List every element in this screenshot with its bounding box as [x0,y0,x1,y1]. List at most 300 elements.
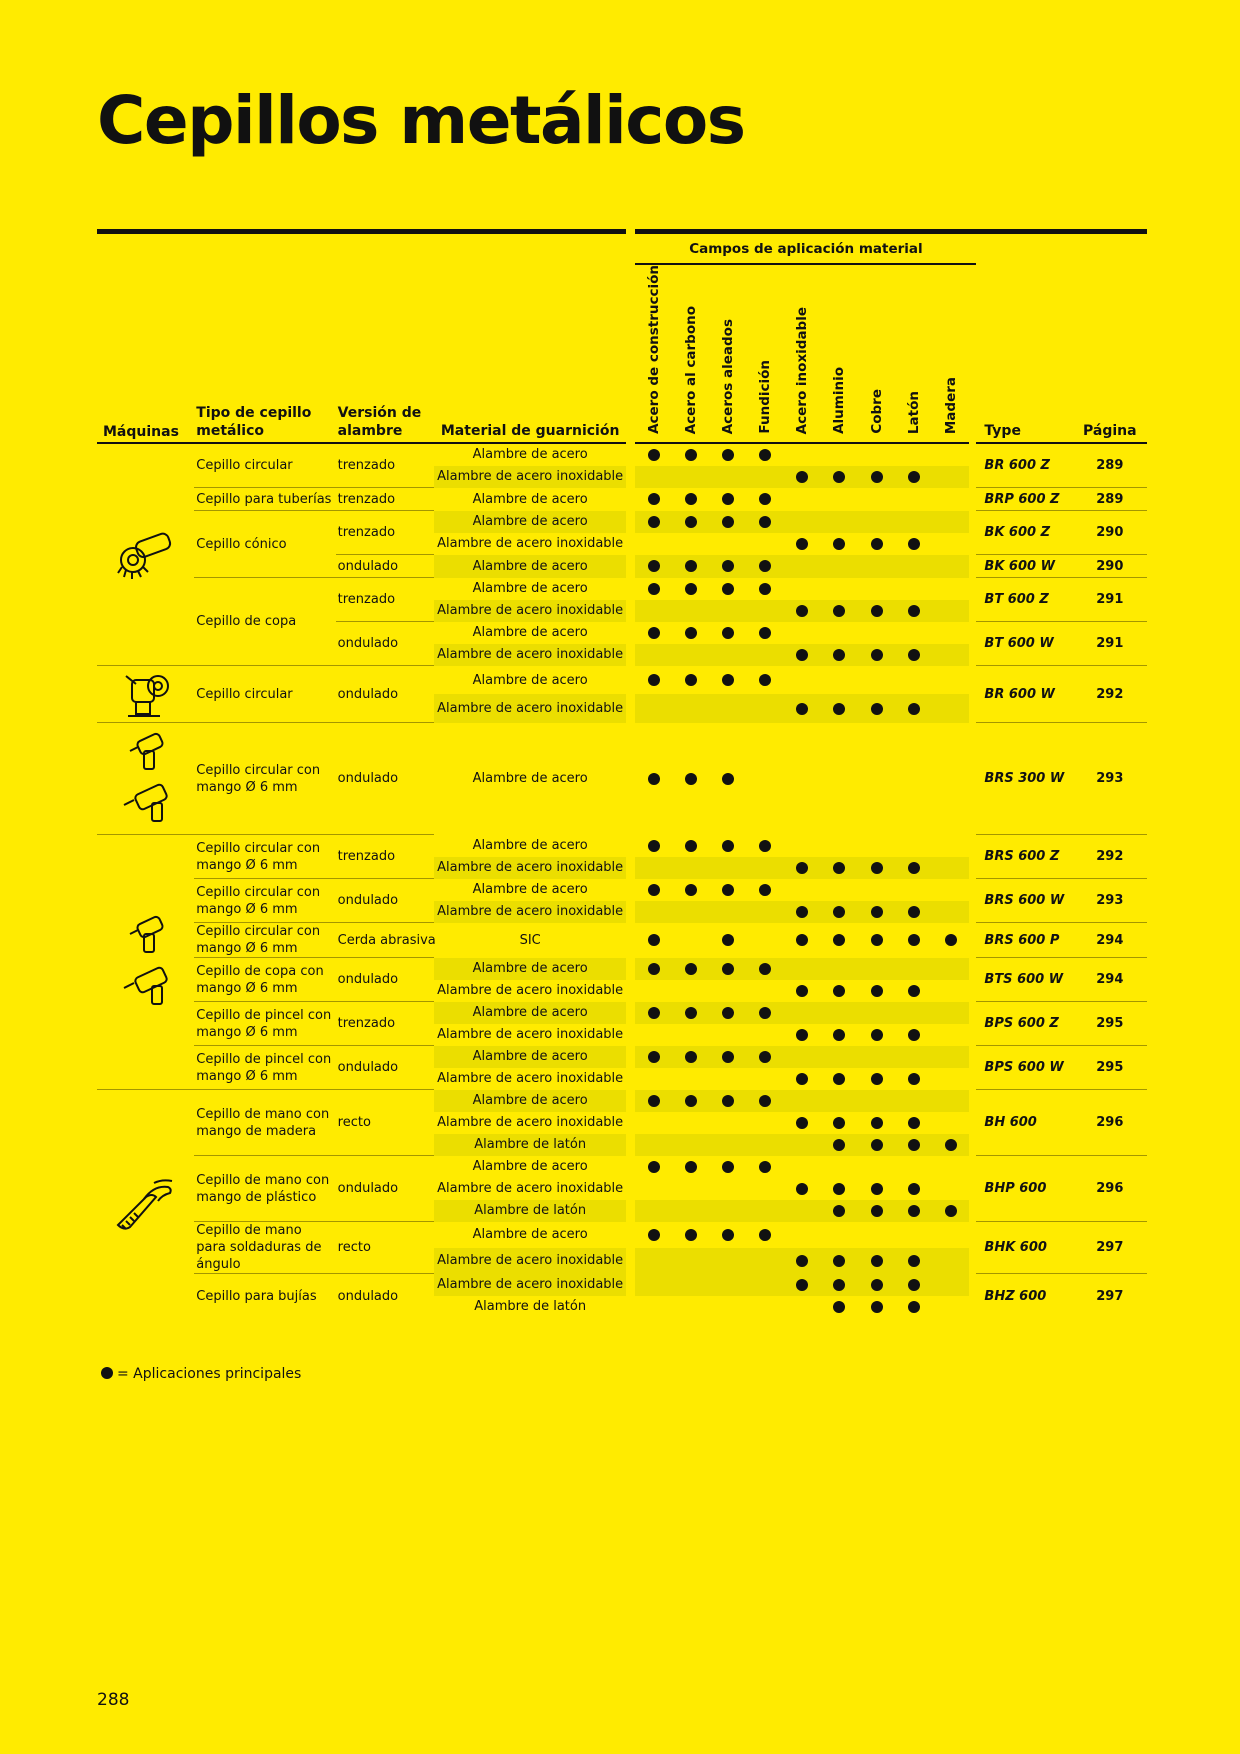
bullet-icon [908,1183,920,1195]
header-column-6 [821,264,858,443]
application-cell [673,1274,710,1296]
application-cell [673,723,710,835]
application-cell [635,723,672,835]
application-cell [932,622,969,644]
application-cell [895,1156,932,1178]
bullet-icon [908,1029,920,1041]
spacer-cell [969,901,976,923]
bullet-icon [722,1229,734,1241]
application-cell [821,622,858,644]
application-cell [895,466,932,488]
application-cell [635,901,672,923]
pagina-cell: 289 [1073,488,1147,511]
material-cell: Alambre de acero inoxidable [434,694,627,723]
pagina-cell: 297 [1073,1222,1147,1274]
application-cell [673,958,710,980]
application-cell [747,1134,784,1156]
application-cell [932,1090,969,1112]
bullet-icon [833,703,845,715]
type-cell: BT 600 Z [976,578,1072,622]
bench-grinder-icon [99,666,192,722]
table-row [97,511,1147,533]
application-cell [858,1222,895,1248]
bullet-icon [871,906,883,918]
spacer-cell [626,723,635,835]
application-cell [858,1002,895,1024]
material-cell: Alambre de acero [434,555,627,578]
bullet-icon [833,1183,845,1195]
application-cell [821,578,858,600]
application-cell [673,644,710,666]
application-cell [784,1134,821,1156]
application-cell [635,1200,672,1222]
application-cell [932,694,969,723]
application-cell [635,1002,672,1024]
application-cell [932,1178,969,1200]
application-cell [747,1046,784,1068]
application-cell [635,857,672,879]
spacer-cell [626,835,635,857]
header-column-9 [932,264,969,443]
application-cell [895,533,932,555]
application-cell [821,600,858,622]
type-cell: BTS 600 W [976,958,1072,1002]
table-row [97,958,1147,980]
bullet-icon [685,840,697,852]
application-cell [821,666,858,695]
application-cell [747,1090,784,1112]
spacer-cell [969,1112,976,1134]
legend-text: = Aplicaciones principales [117,1366,302,1382]
application-cell [635,443,672,466]
bullet-icon [759,840,771,852]
application-cell [747,1024,784,1046]
spacer-cell [969,1046,976,1068]
bullet-icon [908,985,920,997]
application-cell [895,1274,932,1296]
application-cell [932,1002,969,1024]
material-cell: Alambre de acero inoxidable [437,536,624,552]
application-cell [895,835,932,857]
application-cell [858,958,895,980]
application-cell [821,1156,858,1178]
tipo-cell: Cepillo de mano con mango de plástico [194,1156,335,1222]
type-cell: BRS 600 W [976,879,1072,923]
bullet-icon [908,1301,920,1313]
bullet-icon [685,560,697,572]
bullet-icon [685,583,697,595]
header-column-5 [784,264,821,443]
application-cell [858,835,895,857]
application-cell [710,1134,747,1156]
bullet-icon [833,1301,845,1313]
application-cell [784,1156,821,1178]
type-cell: BRS 600 P [976,923,1072,958]
bullet-icon [759,627,771,639]
spacer-cell [969,923,976,958]
bullet-icon [759,449,771,461]
bullet-icon [833,862,845,874]
application-cell [895,980,932,1002]
bullet-icon [648,493,660,505]
bullet-icon [759,1095,771,1107]
spacer-cell [626,1002,635,1024]
version-cell: trenzado [336,578,434,622]
material-cell: Alambre de acero inoxidable [434,644,627,666]
spacer-cell [626,443,635,466]
material-cell: Alambre de acero inoxidable [434,857,627,879]
application-cell [932,1134,969,1156]
material-cell: Alambre de acero [472,672,588,688]
bullet-icon [833,985,845,997]
application-cell [710,644,747,666]
spacer-cell [969,1178,976,1200]
material-cell: Alambre de acero [472,1159,588,1175]
application-cell [895,1046,932,1068]
application-cell [784,1248,821,1274]
application-cell [821,1274,858,1296]
material-cell: Alambre de latón [474,1299,587,1315]
version-cell: Cerda abrasiva [336,923,434,958]
application-cell [635,1046,672,1068]
application-cell [784,578,821,600]
application-cell [673,1002,710,1024]
bullet-icon [685,1007,697,1019]
application-cell [635,1178,672,1200]
application-cell [932,835,969,857]
table-row [97,879,1147,901]
bullet-icon [722,516,734,528]
spacer-cell [969,622,976,644]
application-cell [895,555,932,578]
bullet-icon [908,1205,920,1217]
bullet-icon [722,840,734,852]
application-cell [858,555,895,578]
material-cell: Alambre de acero inoxidable [434,901,627,923]
spacer-cell [969,980,976,1002]
spacer-cell [626,555,635,578]
spacer-cell [626,1274,635,1296]
header-maquinas: Máquinas [97,232,194,443]
bullet-icon [908,703,920,715]
application-cell [747,1178,784,1200]
application-cell [858,666,895,695]
bullet-icon [685,963,697,975]
bullet-icon [833,605,845,617]
bullet-icon [833,1205,845,1217]
bullet-icon [648,773,660,785]
bullet-icon [796,1279,808,1291]
application-cell [895,1090,932,1112]
bullet-icon [722,1007,734,1019]
spacer-cell [626,958,635,980]
type-cell: BRS 300 W [976,723,1072,835]
application-cell [635,533,672,555]
bullet-icon [759,560,771,572]
bullet-icon [759,1007,771,1019]
bullet-icon [722,773,734,785]
spacer-cell [969,1248,976,1274]
spacer-cell [969,857,976,879]
application-cell [784,443,821,466]
application-cell [821,1222,858,1248]
application-cell [635,980,672,1002]
application-cell [821,555,858,578]
tipo-cell: Cepillo de copa [194,578,335,666]
tipo-cell: Cepillo de pincel con mango Ø 6 mm [194,1046,335,1090]
application-cell [747,644,784,666]
table-row [97,1046,1147,1068]
application-cell [710,1248,747,1274]
application-cell [784,1024,821,1046]
material-cell: Alambre de latón [434,1134,627,1156]
table-row [97,1090,1147,1112]
application-cell [784,1002,821,1024]
application-cell [747,1296,784,1318]
application-cell [747,1156,784,1178]
application-cell [784,533,821,555]
bullet-icon [871,471,883,483]
version-cell: ondulado [336,723,434,835]
application-cell [747,1248,784,1274]
application-cell [784,694,821,723]
application-cell [673,1156,710,1178]
header-column-label: Latón [905,390,922,434]
angle-grinder-icon [99,529,192,581]
type-cell: BHZ 600 [976,1274,1072,1318]
application-cell [673,1222,710,1248]
application-cell [784,980,821,1002]
type-cell: BRP 600 Z [976,488,1072,511]
table-row [97,923,1147,958]
application-cell [858,1090,895,1112]
bullet-icon [833,1029,845,1041]
bullet-icon [796,906,808,918]
application-cell [673,879,710,901]
application-cell [784,1112,821,1134]
spacer-cell [626,578,635,600]
table-row [97,443,1147,466]
bullet-icon [796,862,808,874]
bullet-icon [722,963,734,975]
spacer-cell [969,694,976,723]
type-cell: BR 600 Z [984,458,1050,474]
spacer-cell [626,1200,635,1222]
application-cell [784,835,821,857]
application-cell [710,622,747,644]
spacer-cell [969,1024,976,1046]
tipo-cell: Cepillo circular [196,458,293,474]
page-number: 288 [97,1690,130,1710]
material-cell: Alambre de acero inoxidable [437,983,624,999]
application-cell [635,1112,672,1134]
application-cell [932,857,969,879]
application-cell [635,555,672,578]
bullet-icon [722,560,734,572]
application-cell [821,1296,858,1318]
legend [101,1366,301,1382]
application-cell [710,723,747,835]
pagina-cell: 294 [1073,923,1147,958]
application-cell [710,1090,747,1112]
machine-cell [97,443,194,666]
spacer-cell [969,488,976,511]
header-material: Material de guarnición [434,232,627,443]
application-cell [710,578,747,600]
application-cell [710,1024,747,1046]
bullet-icon [871,605,883,617]
bullet-icon [722,493,734,505]
application-cell [635,1248,672,1274]
legend-bullet-icon [101,1367,113,1379]
bullet-icon [833,906,845,918]
application-cell [784,1222,821,1248]
header-column-2 [673,264,710,443]
header-column-label: Cobre [868,389,885,434]
bullet-icon [796,1183,808,1195]
bullet-icon [648,449,660,461]
application-cell [784,666,821,695]
application-cell [932,958,969,980]
machine-cell [97,835,194,1090]
version-cell: ondulado [336,1046,434,1090]
application-cell [710,1296,747,1318]
spacer-cell [626,600,635,622]
spacer-cell [626,1222,635,1248]
application-cell [858,533,895,555]
application-cell [747,600,784,622]
application-cell [895,622,932,644]
tipo-cell: Cepillo de copa con mango Ø 6 mm [194,958,335,1002]
application-cell [784,879,821,901]
hand-brush-icon [99,1175,192,1233]
spacer-cell [626,488,635,511]
tipo-cell: Cepillo circular con mango Ø 6 mm [194,723,335,835]
application-cell [821,511,858,533]
type-cell: BR 600 W [976,666,1072,723]
application-cell [858,1024,895,1046]
pagina-cell: 292 [1073,835,1147,879]
application-cell [673,1134,710,1156]
application-cell [895,578,932,600]
tipo-cell: Cepillo circular con mango Ø 6 mm [194,879,335,923]
tipo-cell: Cepillo para tuberías [194,488,335,511]
spacer-cell [969,1068,976,1090]
spacer-cell [626,901,635,923]
application-cell [710,1046,747,1068]
bullet-icon [685,884,697,896]
application-cell [858,723,895,835]
application-cell [710,923,747,958]
application-cell [932,879,969,901]
application-cell [635,1090,672,1112]
application-cell [747,923,784,958]
application-cell [895,694,932,723]
material-cell: Alambre de acero [472,838,588,854]
header-column-label: Acero de construcción [645,265,662,434]
application-cell [747,723,784,835]
bullet-icon [648,1095,660,1107]
header-column-4 [747,264,784,443]
material-cell: Alambre de acero [434,1046,627,1068]
application-cell [673,857,710,879]
bullet-icon [759,493,771,505]
application-cell [784,857,821,879]
application-cell [747,578,784,600]
bullet-icon [722,1095,734,1107]
bullet-icon [759,1051,771,1063]
application-cell [747,666,784,695]
spacer-cell [969,443,976,466]
table-row [97,578,1147,600]
application-cell [858,488,895,511]
header-column-label: Acero inoxidable [794,306,811,434]
application-cell [673,1068,710,1090]
bullet-icon [871,1029,883,1041]
page-title: Cepillos metálicos [97,82,745,159]
header-column-8 [895,264,932,443]
bullet-icon [833,1139,845,1151]
header-type: Type [976,264,1072,443]
bullet-icon [833,471,845,483]
application-cell [747,958,784,980]
application-cell [673,1248,710,1274]
application-cell [858,923,895,958]
header-type-topbar [976,232,1072,265]
application-cell [747,1274,784,1296]
application-cell [747,835,784,857]
table-row [97,723,1147,835]
bullet-icon [796,649,808,661]
application-cell [784,644,821,666]
bullet-icon [871,538,883,550]
bullet-icon [685,493,697,505]
application-cell [895,1248,932,1274]
application-cell [635,835,672,857]
application-cell [635,958,672,980]
application-cell [635,1068,672,1090]
bullet-icon [908,934,920,946]
application-cell [710,1002,747,1024]
spacer-cell [626,980,635,1002]
application-cell [784,511,821,533]
application-cell [895,958,932,980]
spacer-cell [969,1090,976,1112]
application-cell [932,466,969,488]
application-cell [635,1222,672,1248]
bullet-icon [685,627,697,639]
header-pagina-topbar [1073,232,1147,265]
pagina-cell: 295 [1073,1046,1147,1090]
bullet-icon [722,1161,734,1173]
application-cell [821,901,858,923]
material-cell: Alambre de acero inoxidable [437,1071,624,1087]
application-cell [710,1178,747,1200]
application-cell [635,1156,672,1178]
spacer-cell [969,1296,976,1318]
application-cell [673,1112,710,1134]
application-cell [821,923,858,958]
application-cell [635,600,672,622]
bullet-icon [796,985,808,997]
bullet-icon [648,840,660,852]
bullet-icon [759,583,771,595]
application-cell [635,923,672,958]
bullet-icon [722,884,734,896]
application-cell [932,1296,969,1318]
application-cell [635,488,672,511]
application-cell [821,1200,858,1222]
